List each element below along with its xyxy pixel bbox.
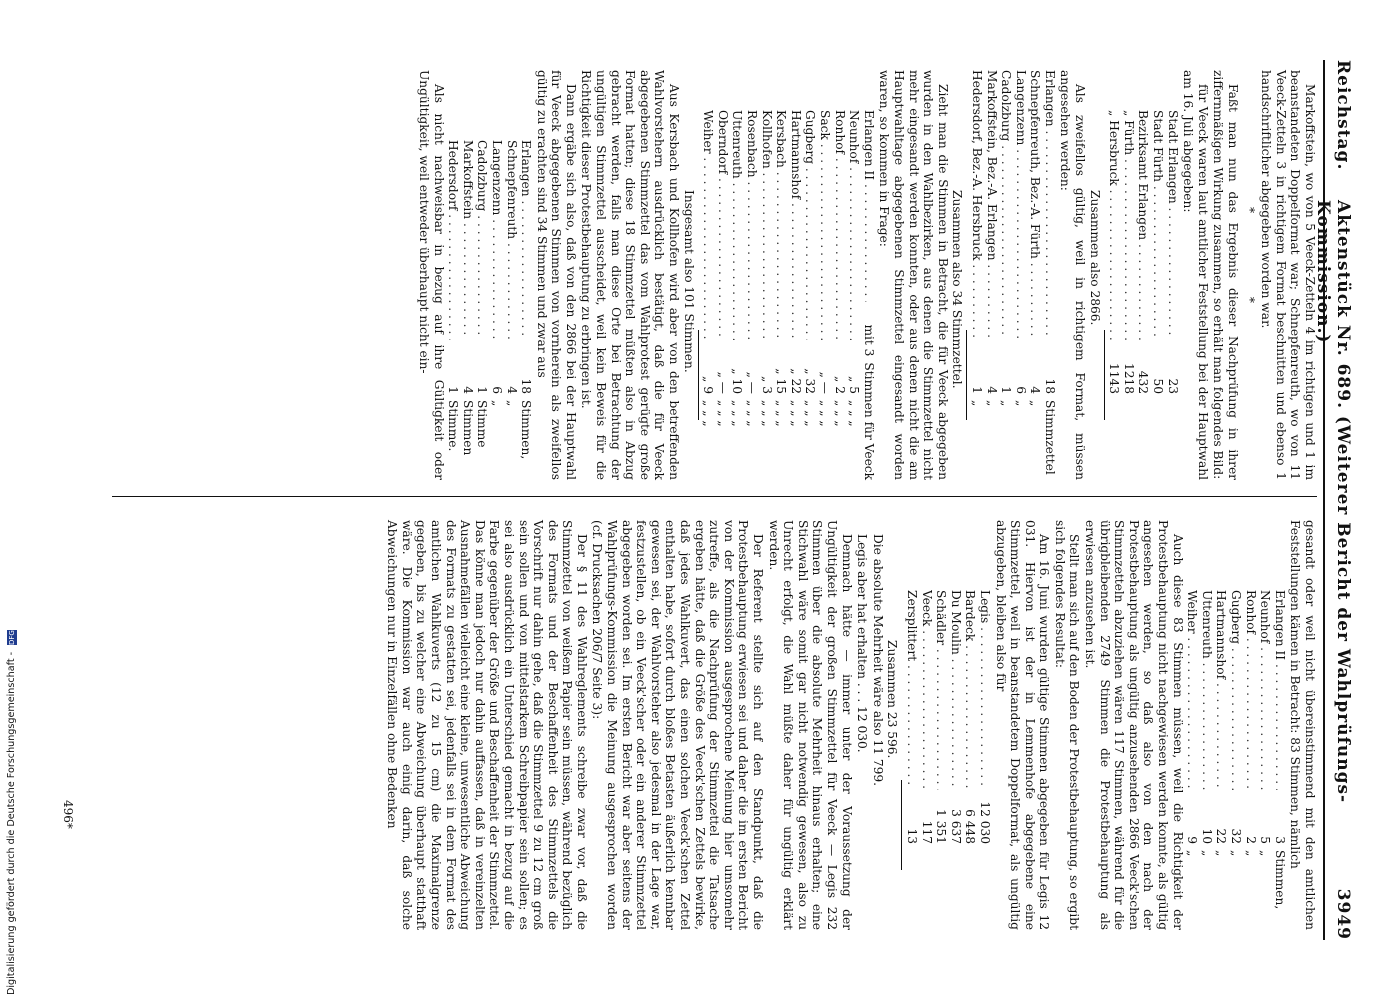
tally-row	[730, 110, 745, 480]
tally-label: Schnepfenreuth . . .	[504, 140, 519, 340]
paragraph: Legis aber hat erhalten . . . 12 030.	[855, 534, 870, 753]
tally-value: 1 351	[934, 809, 949, 844]
tally-unit: „	[969, 400, 984, 407]
tally-unit: Stimmen,	[1272, 850, 1287, 910]
tally-value: „ 9	[701, 376, 716, 394]
tally-row	[803, 110, 818, 480]
tally-row	[861, 110, 876, 480]
tally-label: Sack . . .	[817, 110, 832, 340]
tally-value: „ 5	[847, 376, 862, 394]
sum-rule	[1104, 330, 1105, 420]
tally-row	[504, 140, 519, 480]
page-header	[1313, 60, 1353, 940]
tally-value: 5	[1258, 836, 1273, 844]
tally-label: Kollhofen . . .	[759, 110, 774, 340]
tally-value: 10	[1199, 828, 1214, 844]
tally-label: Weiher . . .	[701, 110, 716, 340]
paragraph: Die absolute Mehrheit wäre also 11 799.	[870, 534, 885, 787]
tally-row	[948, 590, 963, 930]
paragraph: Am 16. Juni wurden gültige Stimmen abgegeben für Legis 12 031. Hiervon ist der in Lemmenhofe abgegebene eine Stimmzettel, weil in beanstandetem Doppelformat, als ungültig abzugeben, bleiben also für	[993, 520, 1052, 930]
tally-unit: Stimmen für Veeck	[861, 362, 876, 480]
tally-value: „ 15	[774, 368, 789, 394]
tally-value: 2	[1243, 836, 1258, 844]
tally-value: 1	[446, 386, 461, 394]
tally-label: Gugberg . . .	[1228, 590, 1243, 790]
tally-unit: „	[1214, 850, 1229, 857]
tally-value: „ 10	[730, 368, 745, 394]
header-left: Reichstag.	[1333, 60, 1353, 171]
tally-table	[904, 520, 992, 930]
tally-value: 1	[475, 386, 490, 394]
tally-sum: Zusammen also 34 Stimmzettel.	[950, 190, 965, 389]
tally-label: Langenzenn . . .	[489, 140, 504, 340]
tally-label: Uttenreuth . . .	[730, 110, 745, 340]
tally-row	[1107, 110, 1122, 480]
paragraph: Demnach hätte — immer unter der Voraussetzung der Ungültigkeit der großen Stimmzettel für Veeck — Legis 232 Stimmen über die absolute Mehrheit hinaus erhalten; eine Stichwahl wäre somit gar nicht notwendig gewesen, also zu Unrecht erfolgt, die Wahl müßte daher für ungültig erklärt werden.	[766, 520, 854, 930]
paragraph: Stellt man sich auf den Boden der Protestbehauptung, so ergibt sich folgendes Resultat:	[1052, 520, 1082, 930]
tally-label: „ Hersbruck . . .	[1107, 110, 1122, 340]
tally-label: Oberndorf . . .	[715, 110, 730, 340]
tally-label: „ Fürth . . .	[1121, 110, 1136, 340]
tally-row	[788, 110, 803, 480]
left-column	[415, 70, 1317, 480]
paragraph: Der § 11 des Wahlreglements schreibe zwar vor, daß die Stimmzettel von weißem Papier sein müssen, während bezüglich des Formats und der Beschaffenheit des Stimmzettels die Vorschrift nur dahin gehe, daß die Stimmzettel 9 zu 12 cm groß sein sollen und von mittelstarkem Schreibpapier sein sollen; es sei also ausdrücklich ein Unterschied gemacht in bezug auf die Farbe gegenüber der Größe und Beschaffenheit der Stimmzettel. Das könne man jedoch nur dahin auffassen, daß in vereinzelten Ausnahmefällen vielleicht eine kleine, unwesentliche Abweichung des Formats zu gestatten sei, jedenfalls sei in dem Format des amtlichen Wahlkuverts (12 zu 15 cm) die Maximalgrenze gegeben, bis zu welcher eine Abweichung überhaupt statthaft wäre. Die Kommission war auch einig darin, daß solche Abweichungen nur in Einzelfällen ohne Bedenken	[385, 520, 589, 930]
tally-table	[1107, 70, 1180, 480]
tally-unit: „	[999, 400, 1014, 407]
tally-row	[1228, 590, 1243, 930]
paragraph: Faßt man nun das Ergebnis dieser Nachprüfung in ihrer ziffernmäßigen Wirkung zusammen, so erhält man folgendes Bild:	[1211, 70, 1241, 480]
tally-label: Bezirksamt Erlangen . . .	[1136, 110, 1151, 340]
tally-label: Cadolzburg . . .	[475, 140, 490, 340]
tally-row	[984, 70, 999, 480]
tally-label: Schnepfenreuth, Bez.-A. Fürth . . .	[1028, 70, 1043, 340]
tally-unit: „	[1199, 850, 1214, 857]
tally-value: 6	[489, 386, 504, 394]
tally-unit: Stimmen	[460, 400, 475, 456]
tally-row	[1013, 70, 1028, 480]
section-separator: * *	[1242, 206, 1257, 344]
paragraph: Aus Kersbach und Kollhofen wird aber von den betreffenden Wahlvorstehern ausdrücklich bestätigt, daß die für Veeck abgegebenen Stimmzettel das vom Wahlprotest gerügte große Format hatten; diese 18 Stimmzettel müßten also in Abzug gebracht werden, falls man diese Orte bei Betrachtung der ungültigen Stimmzettel ausscheidet, weil kein Beweis für die Richtigkeit dieser Protestbehauptung zu erbringen ist.	[579, 70, 682, 480]
tally-value: 6 448	[963, 809, 978, 844]
paragraph: gesandt oder weil nicht übereinstimmend mit den amtlichen Feststellungen kämen in Betracht: 83 Stimmen, nämlich	[1288, 520, 1317, 930]
tally-label: Schädler . . .	[934, 590, 949, 790]
tally-table	[701, 70, 876, 480]
tally-label: Uttenreuth . . .	[1199, 590, 1214, 790]
tally-row	[715, 110, 730, 480]
tally-label: Langenzenn . . .	[1013, 70, 1028, 340]
tally-row	[1150, 110, 1165, 480]
tally-sum: Zusammen also 2866.	[1087, 190, 1102, 326]
tally-label: Hedersdorf, Bez.-A. Hersbruck . . .	[969, 70, 984, 340]
tally-row	[969, 70, 984, 480]
folio-number: 496*	[61, 800, 75, 829]
tally-row	[977, 590, 992, 930]
tally-label: Cadolzburg . . .	[999, 70, 1014, 340]
tally-value: 432	[1136, 370, 1151, 394]
tally-value: 1218	[1121, 362, 1136, 394]
tally-value: „ —	[818, 371, 832, 394]
tally-unit: „	[1258, 850, 1273, 857]
tally-value: 4	[460, 386, 475, 394]
tally-row	[904, 590, 919, 930]
tally-unit: „ „ „	[745, 400, 760, 427]
tally-label: Erlangen . . .	[1042, 70, 1057, 340]
tally-label: Hedersdorf . . .	[446, 140, 461, 340]
tally-value: „ 2	[832, 376, 847, 394]
tally-value: 3	[1272, 836, 1287, 844]
tally-unit: „	[504, 400, 519, 407]
tally-label: Neunhof . . .	[847, 110, 862, 340]
tally-value: 1143	[1107, 362, 1122, 394]
tally-unit: „ „ „	[715, 400, 730, 427]
tally-label: Bardeck . . .	[963, 590, 978, 790]
tally-unit: „ „ „	[774, 400, 789, 427]
tally-value: 1	[969, 386, 984, 394]
tally-unit: „	[1013, 400, 1028, 407]
digitization-text: Digitalisierung gefördert durch die Deutsche Forschungsgemeinschaft -	[6, 651, 17, 995]
tally-unit: „ „ „	[759, 400, 774, 427]
tally-unit: Stimme	[475, 400, 490, 448]
tally-row	[847, 110, 862, 480]
paragraph: Auch diese 83 Stimmen müssen, weil die Richtigkeit der Protestbehauptung nicht nachgewiesen werden konnte, als gültig angesehen werden, so daß also von den nach der Protestbehauptung als ungültig anzusehenden 2866 Veeck'schen Stimmzetteln abzuziehen wären 117 Stimmen, während für die übrigbleibenden 2749 Stimmen die Protestbehauptung als erwiesen anzusehen ist.	[1083, 520, 1185, 930]
tally-unit: „ „ „	[803, 400, 818, 427]
tally-row	[817, 110, 832, 480]
tally-value: 13	[904, 828, 919, 844]
tally-row	[1243, 590, 1258, 930]
tally-value: „ 22	[788, 368, 803, 394]
tally-value: 117	[919, 820, 934, 844]
tally-unit: Stimmen,	[519, 400, 534, 460]
sum-rule	[966, 330, 967, 420]
tally-unit: „ „ „	[818, 400, 832, 427]
tally-row	[1185, 590, 1200, 930]
tally-sum: Insgesamt also 101 Stimmen.	[681, 190, 696, 373]
tally-label: Erlangen II . . .	[861, 110, 876, 302]
tally-unit: „	[1185, 850, 1200, 857]
dfg-logo: DFG	[8, 629, 16, 645]
tally-value: 23	[1165, 378, 1180, 394]
tally-unit: „	[984, 400, 999, 407]
tally-value: „ 3	[759, 376, 774, 394]
tally-label: Weiher . . .	[1185, 590, 1200, 790]
column-divider	[112, 496, 1317, 497]
tally-value: 9	[1185, 836, 1200, 844]
paragraph: Als zweifellos gültig, weil in richtigem Format, müssen angesehen werden:	[1058, 70, 1088, 480]
tally-row	[519, 140, 534, 480]
tally-unit: „ „ „	[832, 400, 847, 427]
tally-row	[701, 110, 716, 480]
tally-unit: „ „ „	[730, 400, 745, 427]
tally-label: Ronhof . . .	[832, 110, 847, 340]
tally-row	[1136, 110, 1151, 480]
tally-table	[1185, 520, 1287, 930]
tally-label: Erlangen . . .	[519, 140, 534, 340]
tally-row	[1028, 70, 1043, 480]
tally-label: Gugberg . . .	[803, 110, 818, 340]
tally-row	[460, 140, 475, 480]
tally-label: Legis . . .	[977, 590, 992, 790]
tally-unit: Stimme.	[446, 400, 461, 452]
tally-value: 3 637	[948, 809, 963, 844]
paragraph: Markoffstein, wo von 5 Veeck-Zetteln 4 im richtigen und 1 im beanstandeten Doppelformat war; Schnepfenreuth, wo von 11 Veeck-Zetteln 3 in richtigem Format beschnitten und ebenso 1 handschriftlicher abgegeben worden war.	[1259, 70, 1317, 480]
tally-table	[446, 70, 534, 480]
tally-label: Rosenbach . . .	[744, 110, 759, 340]
tally-label: Kersbach . . .	[774, 110, 789, 340]
tally-unit: „	[1028, 400, 1043, 407]
tally-label: Neunhof . . .	[1258, 590, 1273, 790]
tally-unit: „	[1243, 850, 1258, 857]
tally-row	[832, 110, 847, 480]
tally-label: Stadt Erlangen . . .	[1165, 110, 1180, 340]
sum-rule	[698, 330, 699, 420]
tally-unit: „	[1229, 850, 1244, 857]
paragraph: Der Referent stellte sich auf den Standpunkt, daß die Protestbehauptung erwiesen sei und daher die im ersten Bericht von der Kommission ausgesprochene Meinung hier umsomehr zutreffe, als die Nachprüfung der Stimmzettel die Tatsache ergeben hätte, daß die Größe des Veeck'schen Zettels bewirke, daß jedes Wahlkuvert, das einen solchen Veeck'schen Zettel enthalten habe, sofort durch bloßes Betasten äußerlich kennbar gewesen sei, der Wahlvorsteher also jedesmal in der Lage war, festzustellen, ob ein Veeck'scher oder ein anderer Stimmzettel abgegeben worden sei. Im ersten Bericht war aber seitens der Wahlprüfungs-Kommission die Meinung ausgesprochen worden (cf. Drucksachen 206/7 Seite 3):	[590, 520, 766, 930]
tally-row	[919, 590, 934, 930]
tally-value: 18	[519, 378, 534, 394]
tally-row	[759, 110, 774, 480]
tally-row	[1165, 110, 1180, 480]
tally-value: „ 32	[803, 368, 818, 394]
tally-unit: „ „ „	[701, 400, 716, 427]
tally-label: Hartmannshof . . .	[788, 110, 803, 340]
page-number: 3949	[1333, 888, 1353, 940]
tally-row	[744, 110, 759, 480]
tally-row	[1199, 590, 1214, 930]
tally-value: 4	[984, 386, 999, 394]
tally-value: 4	[1028, 386, 1043, 394]
tally-table	[969, 70, 1057, 480]
tally-row	[446, 140, 461, 480]
tally-value: mit 3	[861, 324, 876, 357]
tally-unit: Stimmzettel	[1042, 400, 1057, 475]
tally-label: Erlangen II . . .	[1272, 590, 1287, 790]
tally-label: Zersplittert . . .	[904, 590, 919, 790]
digitization-note	[6, 610, 18, 995]
paragraph: Als nicht nachweisbar in bezug auf ihre Gültigkeit oder Ungültigkeit, weil entweder überhaupt nicht ein-	[416, 70, 446, 480]
tally-value: 22	[1214, 828, 1229, 844]
tally-row	[489, 140, 504, 480]
tally-label: Du Moulin . . .	[948, 590, 963, 790]
sum-rule	[901, 780, 902, 870]
tally-row	[963, 590, 978, 930]
tally-sum: Zusammen 23 596.	[885, 640, 900, 759]
tally-value: 32	[1229, 828, 1244, 844]
tally-label: Ronhof . . .	[1243, 590, 1258, 790]
tally-value: „ —	[745, 371, 760, 394]
tally-unit: „ „ „	[847, 400, 862, 427]
tally-row	[1272, 590, 1287, 930]
tally-value: 18	[1042, 378, 1057, 394]
tally-row	[999, 70, 1014, 480]
tally-value: 50	[1151, 378, 1166, 394]
tally-unit: „	[489, 400, 504, 407]
tally-value: 12 030	[977, 801, 992, 844]
tally-unit: „ „ „	[788, 400, 803, 427]
right-column	[384, 520, 1317, 930]
paragraph: für Veeck waren laut amtlicher Feststellung bei der Hauptwahl am 16. Juli abgegeben:	[1181, 70, 1210, 480]
tally-row	[1258, 590, 1273, 930]
tally-label: Veeck . . .	[919, 590, 934, 790]
header-rule	[1323, 60, 1325, 940]
tally-value: 4	[504, 386, 519, 394]
tally-row	[934, 590, 949, 930]
tally-value: 1	[999, 386, 1014, 394]
tally-row	[1121, 110, 1136, 480]
header-title: Aktenstück Nr. 689. (Weiterer Bericht der Wahlprüfungs-Kommission.)	[1313, 200, 1353, 804]
tally-row	[1042, 70, 1057, 480]
tally-label: Markoffstein . . .	[460, 140, 475, 340]
tally-row	[774, 110, 789, 480]
paragraph: Dann ergäbe sich also, daß von den 2866 bei der Hauptwahl für Veeck abgegebenen Stimmen von vornherein als zweifellos gültig zu erachten sind 34 Stimmen und zwar aus	[534, 70, 578, 480]
tally-row	[1214, 590, 1229, 930]
tally-value: 6	[1013, 386, 1028, 394]
tally-row	[475, 140, 490, 480]
paragraph: Zieht man die Stimmen in Betracht, die für Veeck abgegeben wurden in den Wahlbezirken, aus denen die Stimmzettel nicht mehr eingesandt werden konnten, oder aus denen nicht die am Hauptwahltage abgegebenen Stimmzettel eingesandt worden waren, so kommen in Frage:	[877, 70, 950, 480]
tally-label: Stadt Fürth . . .	[1150, 110, 1165, 340]
tally-value: „ —	[715, 371, 730, 394]
tally-label: Markoffstein, Bez.-A. Erlangen . . .	[984, 70, 999, 340]
tally-label: Hartmannshof . . .	[1214, 590, 1229, 790]
